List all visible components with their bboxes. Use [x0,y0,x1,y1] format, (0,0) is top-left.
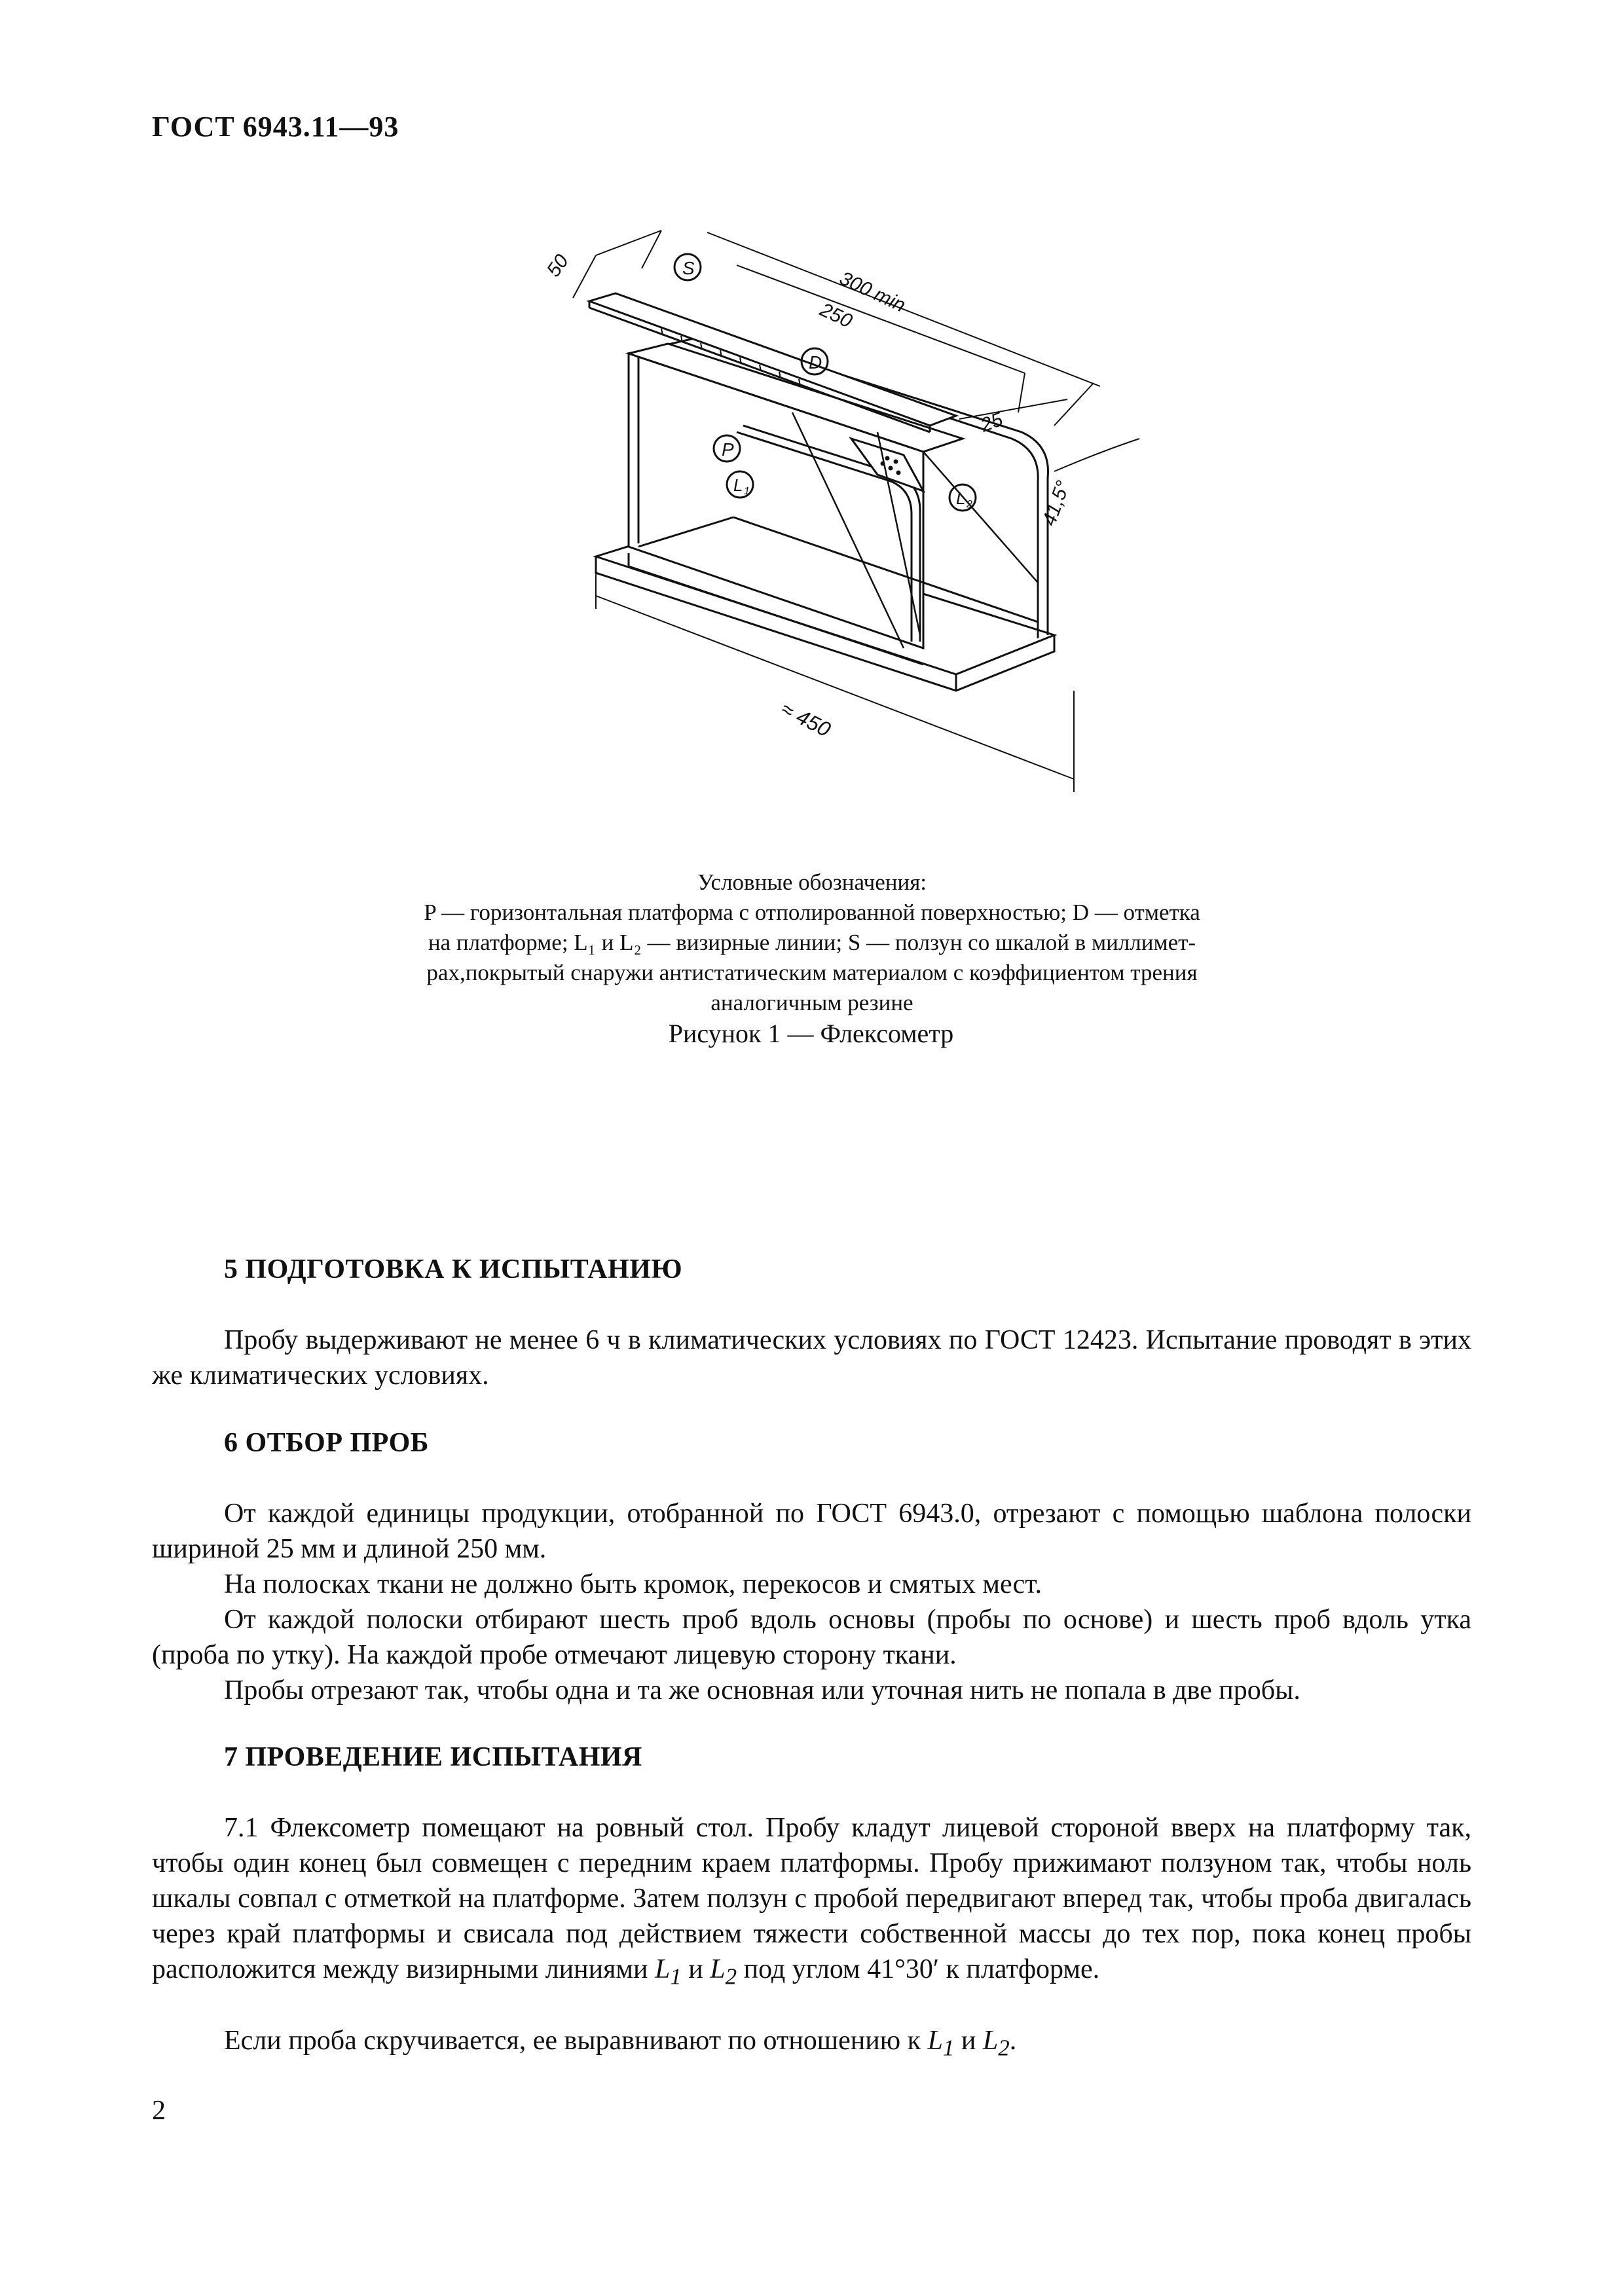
figure-caption: Рисунок 1 — Флексометр [668,1019,954,1048]
dim-50-label: 50 [542,250,573,282]
figure-legend [373,867,1251,1018]
section-7-paragraph-1 [152,1810,1471,1994]
section-7-p1-text-b: под углом 41°30′ к платформе. [743,1954,1100,1984]
section-7-p2-and: и [961,2026,976,2056]
symbol-L1-ref: $L_1$ [927,2026,955,2061]
symbol-L2: $L_2$ [710,1954,737,1990]
label-L2-sub: 2 [967,499,972,510]
section-7-p2-text: Если проба скручивается, ее выравнивают по отношению к [224,2026,921,2056]
section-6-paragraph-4: Пробы отрезают так, чтобы одна и та же основная или уточная нить не попала в две пробы. [224,1675,1300,1705]
label-P: P [722,439,734,460]
dim-25-label: 25 [978,409,1006,437]
section-5-paragraph: Пробу выдерживают не менее 6 ч в климатических условиях по ГОСТ 12423. Испытание проводят в этих же климатических условиях. [152,1325,1471,1391]
label-S: S [682,258,695,278]
label-L2: L [956,488,966,508]
label-L1: L [733,475,743,495]
legend-line-3: рах,покрытый снаружи антистатическим материалом с коэффициентом трения [426,960,1198,985]
symbol-L2-ref: $L_2$ [982,2026,1010,2061]
legend-title: Условные обозначения: [697,869,927,895]
section-7-title: 7 ПРОВЕДЕНИЕ ИСПЫТАНИЯ [224,1742,642,1772]
section-7-paragraph-2: Если проба скручивается, ее выравнивают по отношению к $L_1$ и $L_2$. [224,2026,1017,2061]
legend-line-4: аналогичным резине [710,990,913,1015]
dim-300-label: 300 min [836,267,909,317]
document-code: ГОСТ 6943.11—93 [152,111,399,143]
legend-line-2: на платформе; L₁ и L₂ — визирные линии; S — ползун со шкалой в миллимет- [428,930,1196,955]
section-6-title: 6 ОТБОР ПРОБ [224,1428,430,1458]
section-7-p1-and: и [688,1954,703,1984]
symbol-L1: $L_1$ [654,1954,682,1990]
section-6-paragraph-1: От каждой единицы продукции, отобранной по ГОСТ 6943.0, отрезают с помощью шаблона полоски шириной 25 мм и длиной 250 мм. [152,1499,1471,1564]
section-6-paragraph-3: От каждой полоски отбирают шесть проб вдоль основы (пробы по основе) и шесть проб вдоль утка (проба по утку). На каждой пробе отмечают лицевую сторону ткани. [152,1605,1471,1670]
label-D: D [809,352,822,373]
label-L1-sub: 1 [744,486,750,497]
legend-line-1: P — горизонтальная платформа с отполированной поверхностью; D — отметка [424,900,1200,925]
section-5-title: 5 ПОДГОТОВКА К ИСПЫТАНИЮ [224,1254,683,1285]
page-number: 2 [152,2096,166,2126]
flexometer-figure [511,216,1152,805]
dim-angle-label: 41,5° [1038,477,1075,529]
dim-250-label: 250 [817,299,856,333]
dim-450-label: ≈ 450 [777,697,835,742]
section-6-paragraph-2: На полосках ткани не должно быть кромок, перекосов и смятых мест. [224,1569,1042,1599]
section-7-p1-text-a: 7.1 Флексометр помещают на ровный стол. Пробу кладут лицевой стороной вверх на платформу так, чтобы один конец был совмещен с передним краем платформы. Пробу прижимают ползуном так, чтобы ноль шкалы совпал с отметкой на платформе. Затем ползун с пробой передвигают вперед так, чтобы проба двигалась через край платформы и свисала под действием тяжести собственной массы до тех пор, пока конец пробы расположится между визирными линиями [152,1813,1471,1984]
